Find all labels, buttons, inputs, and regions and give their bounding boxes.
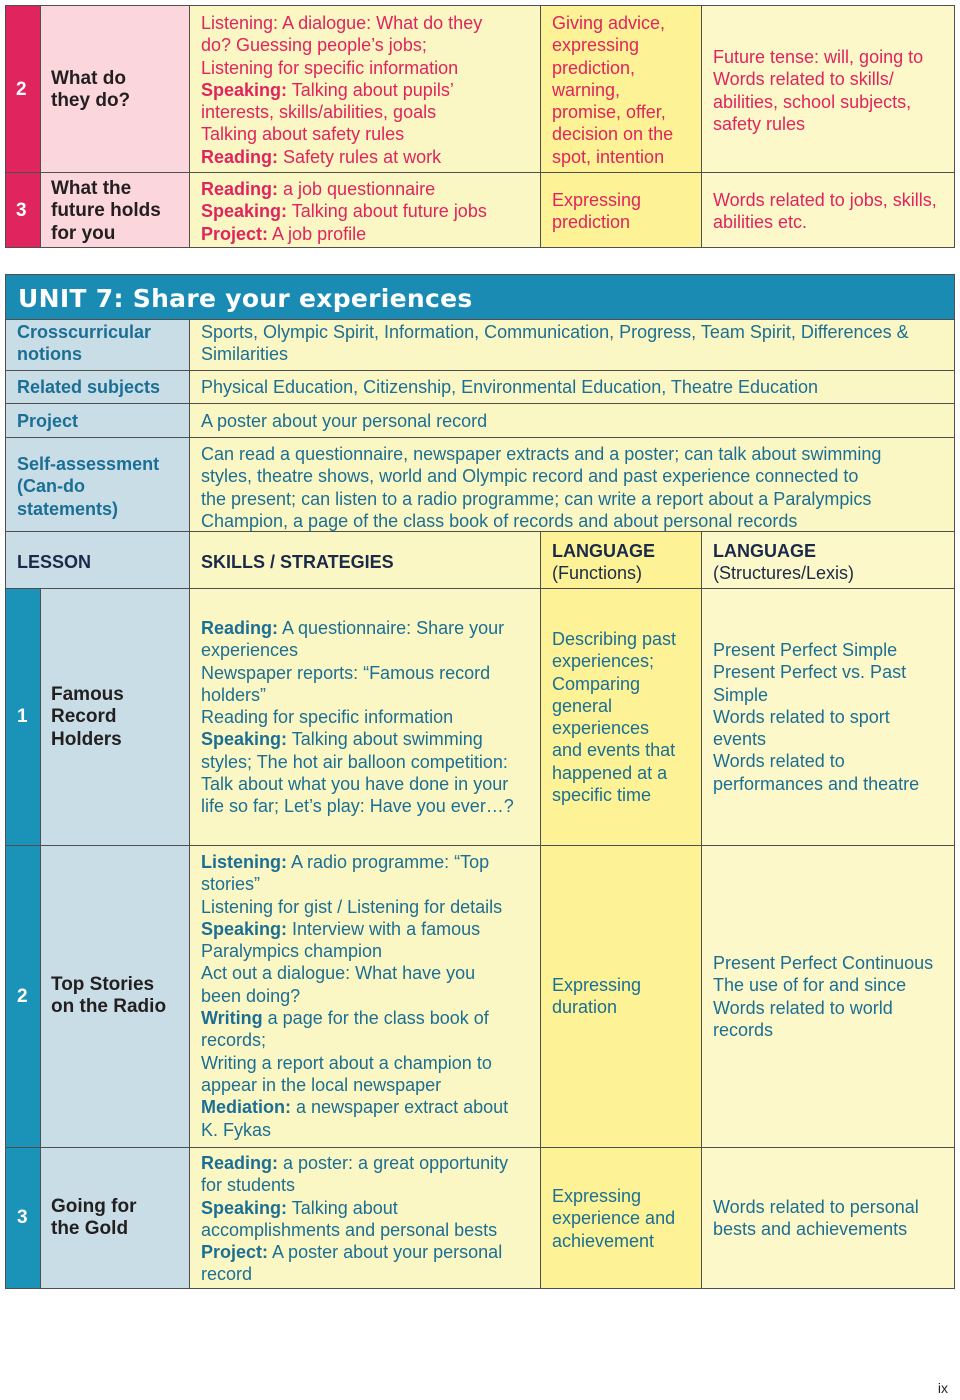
lesson-title: What the future holds for you — [51, 178, 161, 244]
info-label: Project — [17, 411, 79, 431]
header-skills: SKILLS / STRATEGIES — [201, 552, 394, 572]
skills-text: Listening: A dialogue: What do they do? Guessing people’s jobs; Listening for specific information Speaking: Talking about pupils’ interests, skills/abilities, goals Talking about safety rules Reading: Safety rules at work — [201, 13, 483, 167]
lesson-number: 2 — [17, 986, 28, 1007]
lesson-number: 2 — [16, 79, 27, 100]
lesson-title: What do they do? — [51, 68, 131, 112]
functions-text: Describing past experiences; Comparing general experiences and events that happened at a specific time — [552, 629, 677, 806]
skills-text: Reading: a poster: a great opportunity for students Speaking: Talking about accomplishments and personal bests Project: A poster about your personal record — [201, 1153, 509, 1285]
structures-text: Words related to personal bests and achievements — [713, 1197, 919, 1240]
functions-text: Expressing duration — [552, 975, 642, 1018]
functions-text: Expressing prediction — [552, 190, 642, 233]
lesson-number: 3 — [17, 1207, 28, 1228]
header-structures: LANGUAGE (Structures/Lexis) — [713, 541, 855, 584]
unit-title: UNIT 7: Share your experiences — [18, 284, 473, 313]
functions-text: Giving advice, expressing prediction, warning, promise, offer, decision on the spot, intention — [552, 13, 674, 167]
skills-text: Reading: a job questionnaire Speaking: Talking about future jobs Project: A job profile — [201, 179, 487, 244]
skills-text: Listening: A radio programme: “Top stories” Listening for gist / Listening for details Speaking: Interview with a famous Paralympics champion Act out a dialogue: What have you been doing? Writing a page for the class book of records; Writing a report about a champion to appear in the local newspaper Mediation: a newspaper extract about K. Fykas — [201, 852, 509, 1140]
structures-text: Present Perfect Continuous The use of for and since Words related to world records — [713, 953, 934, 1040]
info-value: Physical Education, Citizenship, Environmental Education, Theatre Education — [201, 377, 819, 397]
structures-text: Words related to jobs, skills, abilities etc. — [713, 190, 937, 233]
header-lesson: LESSON — [17, 552, 92, 572]
lesson-number: 3 — [16, 200, 27, 221]
page-number: ix — [937, 1380, 948, 1396]
unit-header-bar — [5, 274, 955, 320]
functions-text: Expressing experience and achievement — [552, 1186, 676, 1251]
header-functions: LANGUAGE (Functions) — [552, 541, 655, 584]
lesson-title: Top Stories on the Radio — [51, 974, 167, 1018]
info-label: Related subjects — [17, 377, 161, 397]
lesson-title: Famous Record Holders — [51, 684, 124, 750]
skills-text: Reading: A questionnaire: Share your experiences Newspaper reports: “Famous record holders” Reading for specific information Speaking: Talking about swimming styles; The hot air balloon competition: Talk about what you have done in your life so far; Let’s play: Have you ever…? — [201, 618, 514, 817]
info-label: Self-assessment (Can-do statements) — [17, 454, 160, 519]
info-value: Can read a questionnaire, newspaper extracts and a poster; can talk about swimming styles, theatre shows, world and Olympic record and past experience connected to the present; can listen to a radio programme; can write a report about a Paralympics Champion, a page of the class book of records and about personal records — [201, 444, 882, 531]
info-value: A poster about your personal record — [201, 411, 488, 431]
structures-text: Future tense: will, going to Words related to skills/ abilities, school subjects, safety rules — [713, 47, 924, 134]
lesson-title: Going for the Gold — [51, 1196, 137, 1240]
info-value: Sports, Olympic Spirit, Information, Communication, Progress, Team Spirit, Differences & Similarities — [201, 322, 909, 365]
info-label: Crosscurricular notions — [17, 322, 152, 365]
lesson-number: 1 — [17, 706, 28, 727]
structures-text: Present Perfect Simple Present Perfect vs. Past Simple Words related to sport events Words related to performances and theatre — [713, 640, 920, 794]
